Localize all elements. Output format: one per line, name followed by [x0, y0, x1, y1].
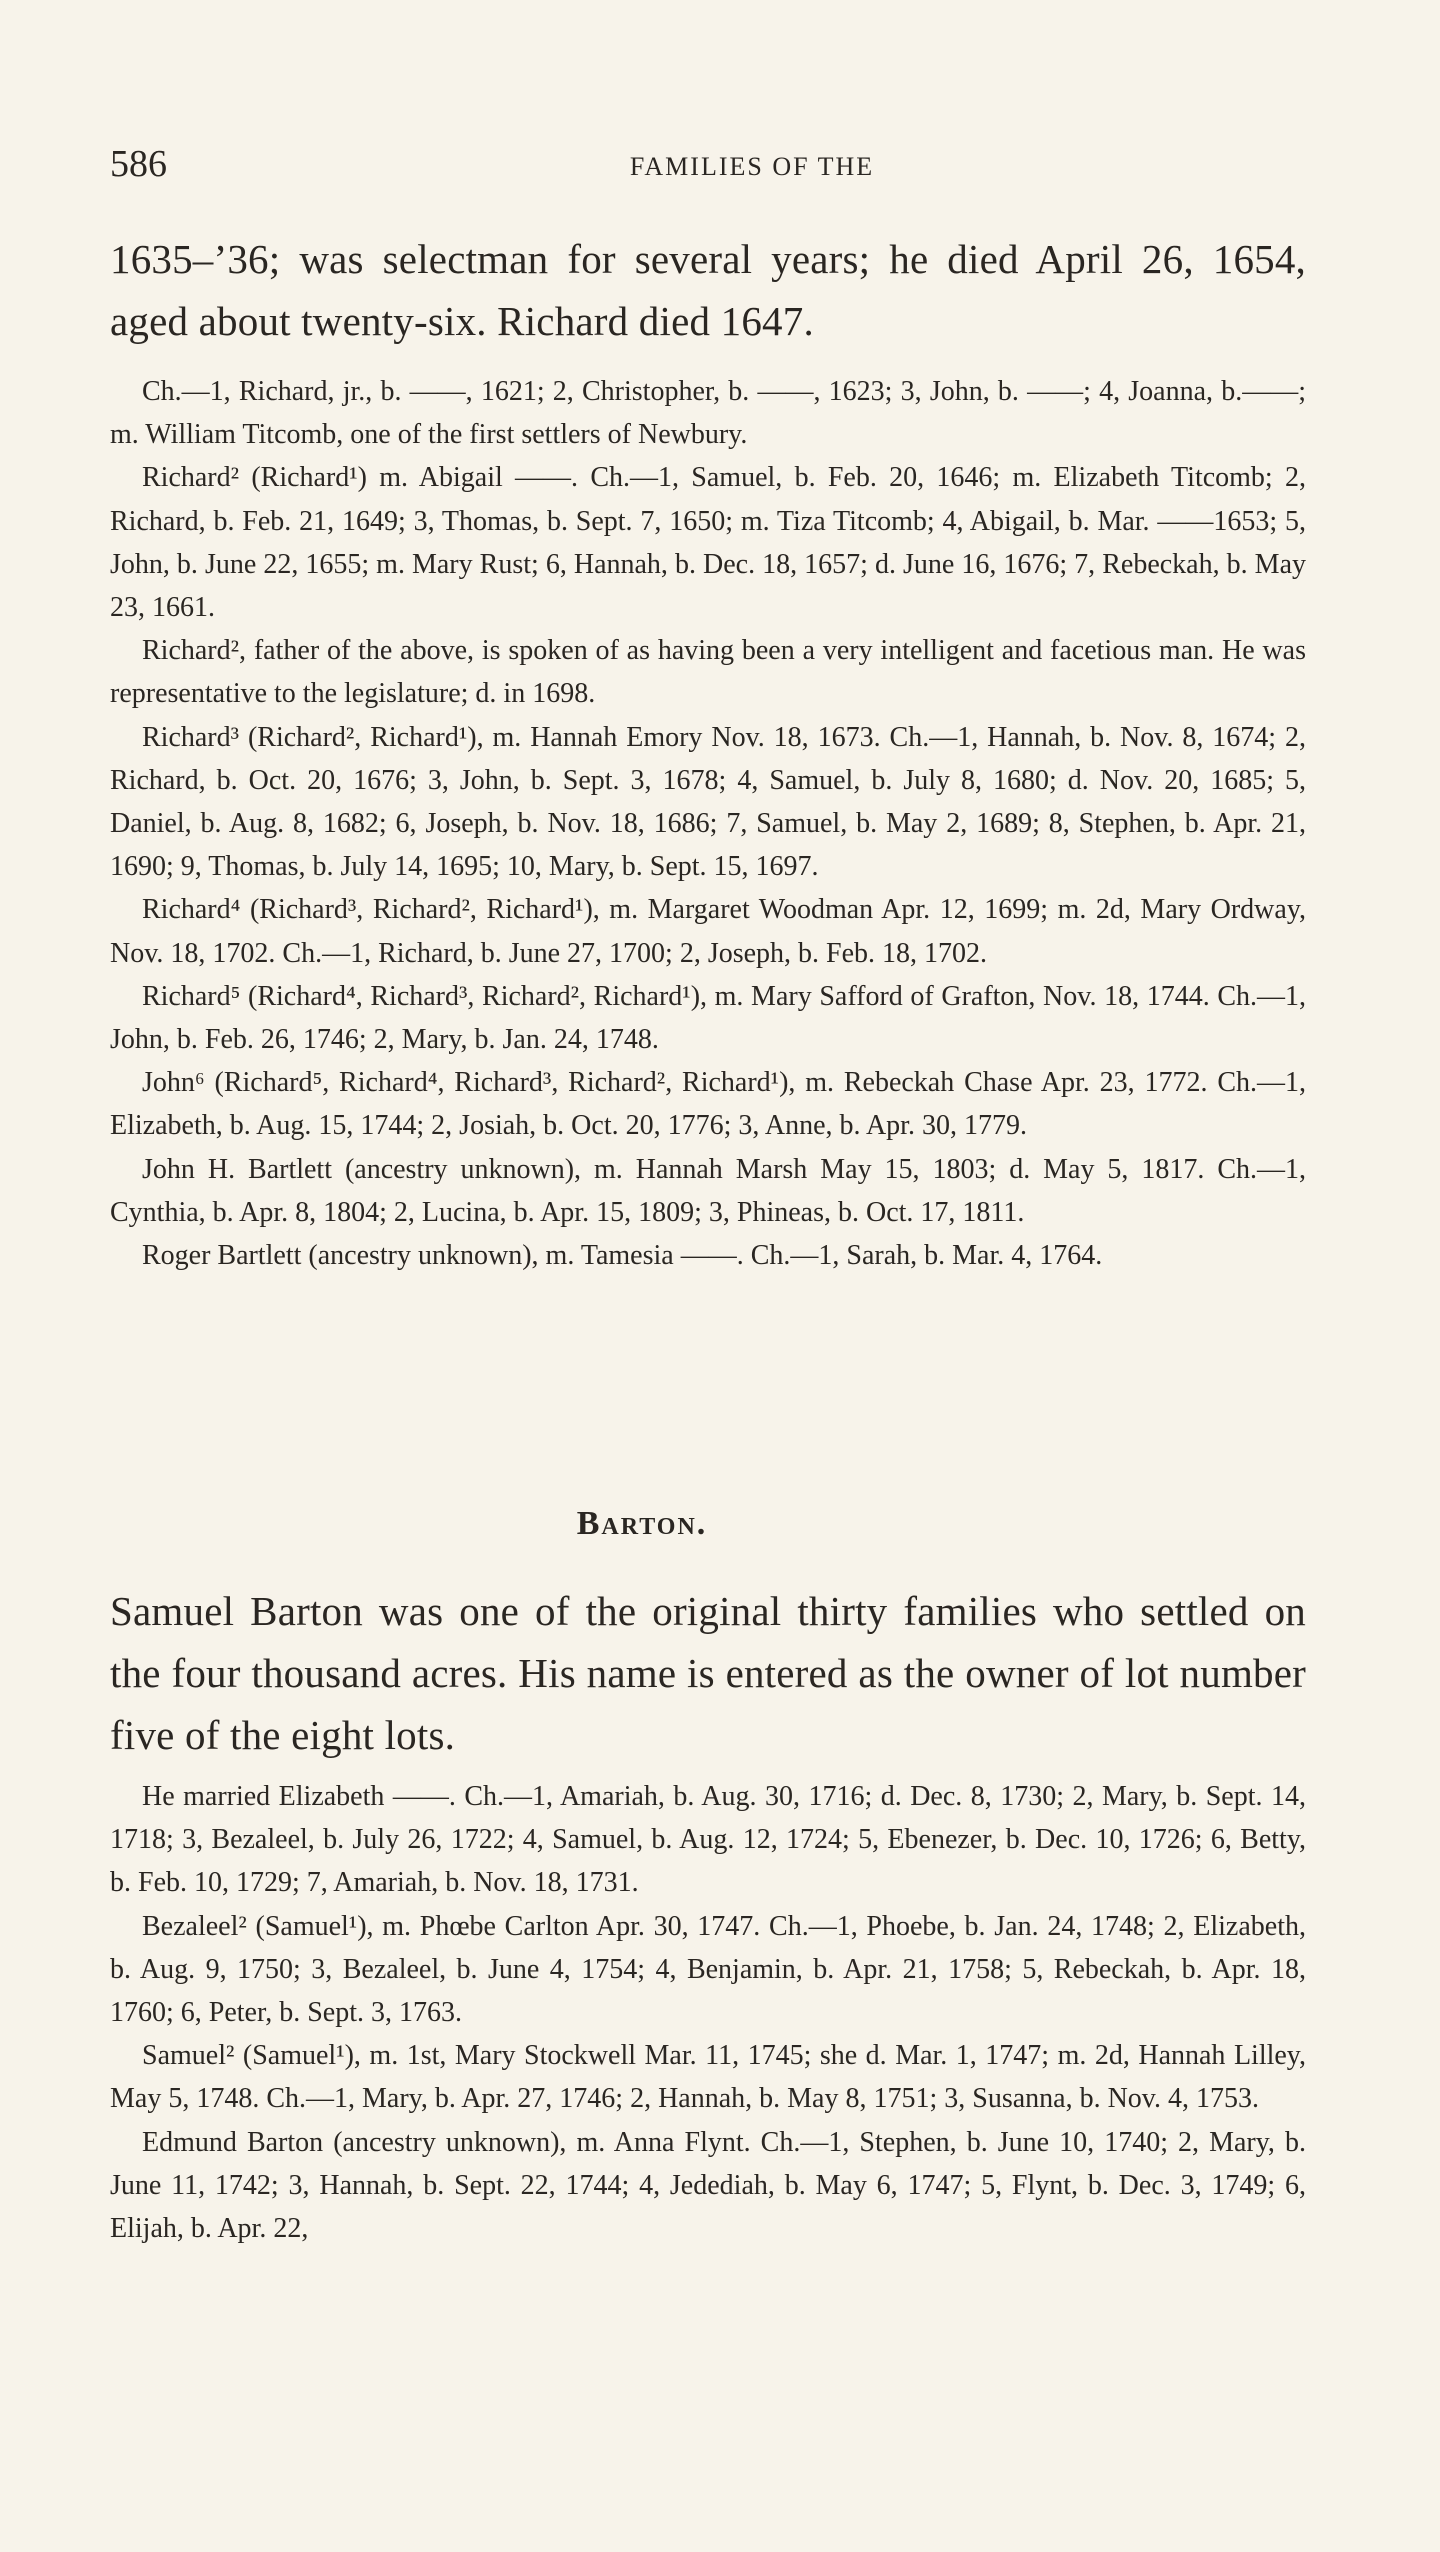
- genealogy-entry: Richard² (Richard¹) m. Abigail ——. Ch.—1, Samuel, b. Feb. 20, 1646; m. Elizabeth Titcomb; 2, Richard, b. Feb. 21, 1649; 3, Thomas, b. Sept. 7, 1650; m. Tiza Titcomb; 4, Abigail, b. Mar. ——1653; 5, John, b. June 22, 1655; m. Mary Rust; 6, Hannah, b. Dec. 18, 1657; d. June 16, 1676; 7, Rebeckah, b. May 23, 1661.: [110, 462, 1306, 624]
- genealogy-entry: Roger Bartlett (ancestry unknown), m. Tamesia ——. Ch.—1, Sarah, b. Mar. 4, 1764.: [142, 1240, 1103, 1272]
- barton-genealogy: [110, 1775, 1306, 2250]
- genealogy-entry: Richard⁵ (Richard⁴, Richard³, Richard², Richard¹), m. Mary Safford of Grafton, Nov. 18, 1744. Ch.—1, John, b. Feb. 26, 1746; 2, Mary, b. Jan. 24, 1748.: [110, 980, 1306, 1056]
- barton-intro-paragraph: Samuel Barton was one of the original thirty families who settled on the four thousand acres. His name is entered as the owner of lot number five of the eight lots.: [110, 1588, 1306, 1758]
- genealogy-entry: Edmund Barton (ancestry unknown), m. Anna Flynt. Ch.—1, Stephen, b. June 10, 1740; 2, Mary, b. June 11, 1742; 3, Hannah, b. Sept. 22, 1744; 4, Jedediah, b. May 6, 1747; 5, Flynt, b. Dec. 3, 1749; 6, Elijah, b. Apr. 22,: [110, 2126, 1306, 2245]
- genealogy-entry: John⁶ (Richard⁵, Richard⁴, Richard³, Richard², Richard¹), m. Rebeckah Chase Apr. 23, 1772. Ch.—1, Elizabeth, b. Aug. 15, 1744; 2, Josiah, b. Oct. 20, 1776; 3, Anne, b. Apr. 30, 1779.: [110, 1067, 1306, 1142]
- section-heading-barton: Barton.: [576, 1505, 708, 1542]
- running-head: FAMILIES OF THE: [629, 152, 875, 181]
- genealogy-entry: He married Elizabeth ——. Ch.—1, Amariah, b. Aug. 30, 1716; d. Dec. 8, 1730; 2, Mary, b. Sept. 14, 1718; 3, Bezaleel, b. July 26, 1722; 4, Samuel, b. Aug. 12, 1724; 5, Ebenezer, b. Dec. 10, 1726; 6, Betty, b. Feb. 10, 1729; 7, Amariah, b. Nov. 18, 1731.: [110, 1781, 1306, 1899]
- genealogy-entry: Ch.—1, Richard, jr., b. ——, 1621; 2, Christopher, b. ——, 1623; 3, John, b. ——; 4, Joanna, b.——; m. William Titcomb, one of the first settlers of Newbury.: [110, 376, 1306, 451]
- genealogy-entry: Richard³ (Richard², Richard¹), m. Hannah Emory Nov. 18, 1673. Ch.—1, Hannah, b. Nov. 8, 1674; 2, Richard, b. Oct. 20, 1676; 3, John, b. Sept. 3, 1678; 4, Samuel, b. July 8, 1680; d. Nov. 20, 1685; 5, Daniel, b. Aug. 8, 1682; 6, Joseph, b. Nov. 18, 1686; 7, Samuel, b. May 2, 1689; 8, Stephen, b. Apr. 21, 1690; 9, Thomas, b. July 14, 1695; 10, Mary, b. Sept. 15, 1697.: [110, 721, 1306, 883]
- genealogy-entry: Richard², father of the above, is spoken of as having been a very intelligent and facetious man. He was representative to the legislature; d. in 1698.: [110, 635, 1306, 710]
- genealogy-entry: John H. Bartlett (ancestry unknown), m. Hannah Marsh May 15, 1803; d. May 5, 1817. Ch.—1, Cynthia, b. Apr. 8, 1804; 2, Lucina, b. Apr. 15, 1809; 3, Phineas, b. Oct. 17, 1811.: [110, 1153, 1306, 1228]
- continuation-paragraph: 1635–’36; was selectman for several years; he died April 26, 1654, aged about twenty-six. Richard died 1647.: [110, 236, 1306, 344]
- genealogy-entry: Samuel² (Samuel¹), m. 1st, Mary Stockwell Mar. 11, 1745; she d. Mar. 1, 1747; m. 2d, Hannah Lilley, May 5, 1748. Ch.—1, Mary, b. Apr. 27, 1746; 2, Hannah, b. May 8, 1751; 3, Susanna, b. Nov. 4, 1753.: [110, 2040, 1306, 2115]
- page-number: 586: [110, 143, 167, 185]
- bartlett-genealogy: [110, 370, 1306, 1277]
- genealogy-entry: Richard⁴ (Richard³, Richard², Richard¹), m. Margaret Woodman Apr. 12, 1699; m. 2d, Mary Ordway, Nov. 18, 1702. Ch.—1, Richard, b. June 27, 1700; 2, Joseph, b. Feb. 18, 1702.: [110, 894, 1306, 969]
- page-header: [110, 142, 1310, 192]
- genealogy-entry: Bezaleel² (Samuel¹), m. Phœbe Carlton Apr. 30, 1747. Ch.—1, Phoebe, b. Jan. 24, 1748; 2, Elizabeth, b. Aug. 9, 1750; 3, Bezaleel, b. June 4, 1754; 4, Benjamin, b. Apr. 21, 1758; 5, Rebeckah, b. Apr. 18, 1760; 6, Peter, b. Sept. 3, 1763.: [110, 1910, 1306, 2029]
